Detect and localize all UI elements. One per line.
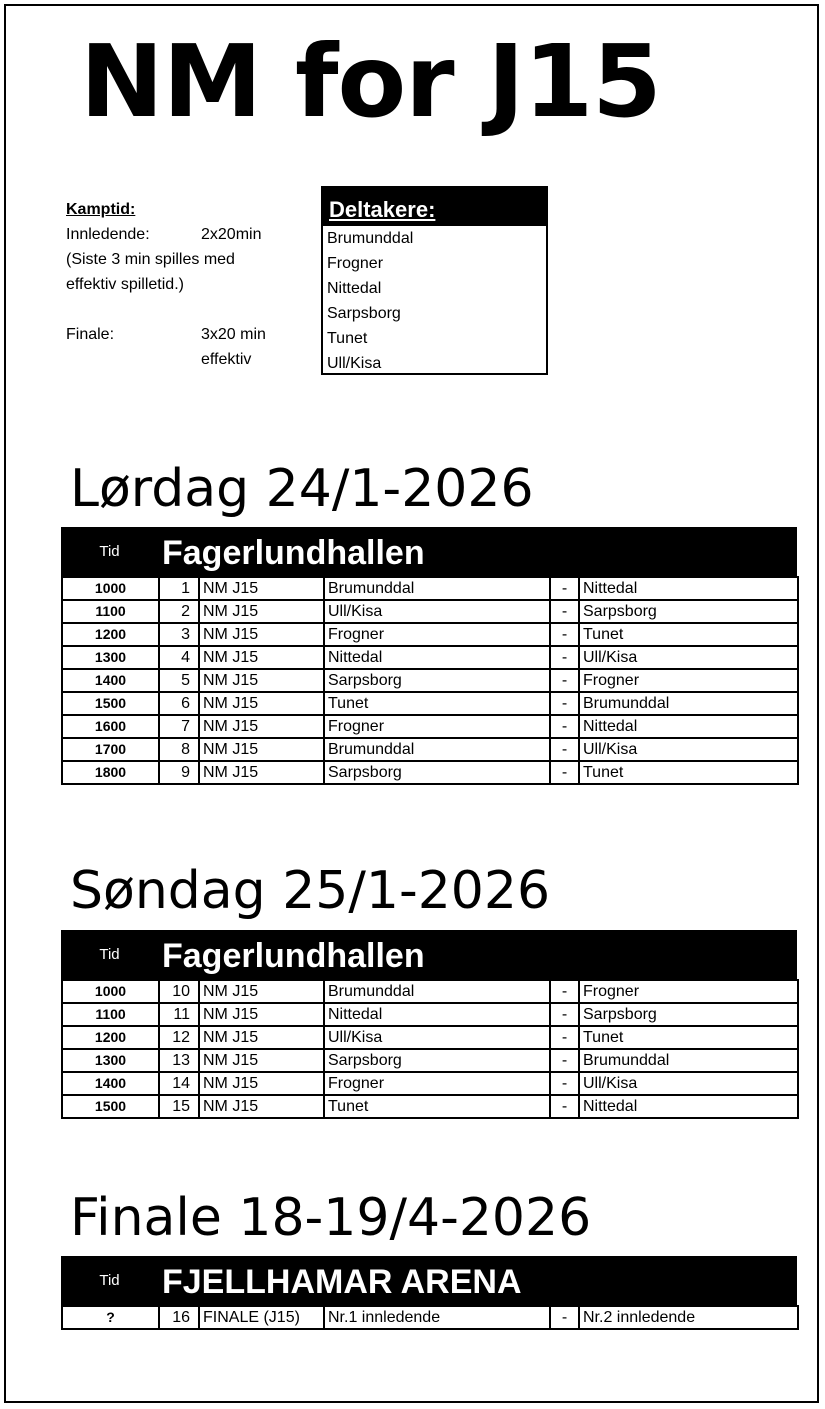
away-team: Tunet xyxy=(579,1026,798,1049)
match-time: 1200 xyxy=(62,623,159,646)
table-row xyxy=(62,623,798,646)
away-team: Brumunddal xyxy=(579,692,798,715)
table-row xyxy=(62,761,798,784)
match-time: 1400 xyxy=(62,1072,159,1095)
match-separator: - xyxy=(550,1306,579,1329)
table-row xyxy=(62,980,798,1003)
participants-heading: Deltakere: xyxy=(323,188,546,226)
away-team: Nittedal xyxy=(579,1095,798,1118)
match-separator: - xyxy=(550,715,579,738)
match-type: NM J15 xyxy=(199,1095,324,1118)
match-time: 1000 xyxy=(62,980,159,1003)
home-team: Ull/Kisa xyxy=(324,600,550,623)
match-number: 9 xyxy=(159,761,199,784)
match-number: 14 xyxy=(159,1072,199,1095)
schedule-saturday xyxy=(61,527,797,785)
match-time: ? xyxy=(62,1306,159,1329)
away-team: Ull/Kisa xyxy=(579,646,798,669)
home-team: Tunet xyxy=(324,1095,550,1118)
finale-value: 3x20 min xyxy=(201,326,266,343)
away-team: Nittedal xyxy=(579,715,798,738)
table-row xyxy=(62,1072,798,1095)
table-row xyxy=(62,692,798,715)
match-type: FINALE (J15) xyxy=(199,1306,324,1329)
match-number: 3 xyxy=(159,623,199,646)
away-team: Tunet xyxy=(579,623,798,646)
match-number: 4 xyxy=(159,646,199,669)
match-separator: - xyxy=(550,692,579,715)
match-type: NM J15 xyxy=(199,600,324,623)
match-separator: - xyxy=(550,600,579,623)
home-team: Sarpsborg xyxy=(324,1049,550,1072)
match-time: 1100 xyxy=(62,600,159,623)
away-team: Ull/Kisa xyxy=(579,1072,798,1095)
match-separator: - xyxy=(550,623,579,646)
match-separator: - xyxy=(550,1026,579,1049)
match-number: 8 xyxy=(159,738,199,761)
home-team: Sarpsborg xyxy=(324,669,550,692)
away-team: Frogner xyxy=(579,980,798,1003)
match-time: 1500 xyxy=(62,692,159,715)
match-time: 1700 xyxy=(62,738,159,761)
away-team: Sarpsborg xyxy=(579,1003,798,1026)
match-number: 16 xyxy=(159,1306,199,1329)
match-time: 1100 xyxy=(62,1003,159,1026)
match-separator: - xyxy=(550,1095,579,1118)
match-number: 10 xyxy=(159,980,199,1003)
table-row xyxy=(62,715,798,738)
match-separator: - xyxy=(550,669,579,692)
away-team: Frogner xyxy=(579,669,798,692)
note-line-2: effektiv spilletid.) xyxy=(66,276,184,293)
participant-team: Nittedal xyxy=(327,280,382,297)
match-number: 13 xyxy=(159,1049,199,1072)
page-title: NM for J15 xyxy=(80,23,661,140)
table-row xyxy=(62,600,798,623)
match-number: 6 xyxy=(159,692,199,715)
venue-header xyxy=(61,1256,797,1305)
match-type: NM J15 xyxy=(199,577,324,600)
table-row xyxy=(62,1306,798,1329)
match-number: 11 xyxy=(159,1003,199,1026)
match-type: NM J15 xyxy=(199,715,324,738)
innledende-row xyxy=(66,222,316,247)
match-time: 1800 xyxy=(62,761,159,784)
match-separator: - xyxy=(550,738,579,761)
match-number: 15 xyxy=(159,1095,199,1118)
away-team: Nr.2 innledende xyxy=(579,1306,798,1329)
participants-box xyxy=(321,186,548,375)
match-time: 1600 xyxy=(62,715,159,738)
match-type: NM J15 xyxy=(199,1026,324,1049)
participant-team: Frogner xyxy=(327,255,384,272)
match-type: NM J15 xyxy=(199,669,324,692)
participant-team: Tunet xyxy=(327,330,368,347)
match-separator: - xyxy=(550,1049,579,1072)
tid-header: Tid xyxy=(99,946,120,963)
match-table xyxy=(61,576,799,785)
match-number: 1 xyxy=(159,577,199,600)
venue-header xyxy=(61,527,797,576)
day-title-final: Finale 18-19/4-2026 xyxy=(70,1188,592,1248)
match-separator: - xyxy=(550,980,579,1003)
home-team: Nittedal xyxy=(324,1003,550,1026)
match-number: 7 xyxy=(159,715,199,738)
match-type: NM J15 xyxy=(199,623,324,646)
match-type: NM J15 xyxy=(199,1003,324,1026)
home-team: Tunet xyxy=(324,692,550,715)
match-separator: - xyxy=(550,761,579,784)
innledende-value: 2x20min xyxy=(201,226,262,243)
match-time: 1000 xyxy=(62,577,159,600)
match-type: NM J15 xyxy=(199,738,324,761)
participant-team: Brumunddal xyxy=(327,230,414,247)
table-row xyxy=(62,669,798,692)
table-row xyxy=(62,1095,798,1118)
finale-label: Finale: xyxy=(66,326,115,343)
home-team: Frogner xyxy=(324,715,550,738)
match-separator: - xyxy=(550,577,579,600)
match-separator: - xyxy=(550,646,579,669)
match-type: NM J15 xyxy=(199,692,324,715)
home-team: Brumunddal xyxy=(324,738,550,761)
match-separator: - xyxy=(550,1003,579,1026)
table-row xyxy=(62,1003,798,1026)
tid-header: Tid xyxy=(99,1272,120,1289)
home-team: Frogner xyxy=(324,623,550,646)
day-title-sunday: Søndag 25/1-2026 xyxy=(70,861,551,921)
tid-header: Tid xyxy=(99,543,120,560)
participant-team: Sarpsborg xyxy=(327,305,401,322)
finale-row-2 xyxy=(66,347,316,372)
home-team: Brumunddal xyxy=(324,577,550,600)
match-time: 1500 xyxy=(62,1095,159,1118)
day-title-saturday: Lørdag 24/1-2026 xyxy=(70,459,534,519)
table-row xyxy=(62,646,798,669)
venue-header xyxy=(61,930,797,979)
home-team: Sarpsborg xyxy=(324,761,550,784)
match-type: NM J15 xyxy=(199,1072,324,1095)
table-row xyxy=(62,1049,798,1072)
finale-row xyxy=(66,322,316,347)
match-number: 12 xyxy=(159,1026,199,1049)
away-team: Ull/Kisa xyxy=(579,738,798,761)
table-row xyxy=(62,738,798,761)
home-team: Brumunddal xyxy=(324,980,550,1003)
home-team: Nr.1 innledende xyxy=(324,1306,550,1329)
home-team: Nittedal xyxy=(324,646,550,669)
venue-name: Fagerlundhallen xyxy=(162,534,425,572)
note-line-1: (Siste 3 min spilles med xyxy=(66,251,235,268)
table-row xyxy=(62,577,798,600)
home-team: Frogner xyxy=(324,1072,550,1095)
venue-name: FJELLHAMAR ARENA xyxy=(162,1263,522,1301)
away-team: Sarpsborg xyxy=(579,600,798,623)
kamptid-label: Kamptid: xyxy=(66,201,136,218)
match-number: 2 xyxy=(159,600,199,623)
match-time: 1300 xyxy=(62,1049,159,1072)
match-number: 5 xyxy=(159,669,199,692)
match-time: 1300 xyxy=(62,646,159,669)
finale-value-2: effektiv xyxy=(201,351,252,368)
match-type: NM J15 xyxy=(199,980,324,1003)
match-type: NM J15 xyxy=(199,646,324,669)
away-team: Tunet xyxy=(579,761,798,784)
schedule-final xyxy=(61,1256,797,1330)
match-time: 1200 xyxy=(62,1026,159,1049)
innledende-label: Innledende: xyxy=(66,226,150,243)
kamptid-info xyxy=(66,198,316,372)
match-table xyxy=(61,979,799,1119)
match-separator: - xyxy=(550,1072,579,1095)
home-team: Ull/Kisa xyxy=(324,1026,550,1049)
match-type: NM J15 xyxy=(199,1049,324,1072)
venue-name: Fagerlundhallen xyxy=(162,937,425,975)
table-row xyxy=(62,1026,798,1049)
away-team: Brumunddal xyxy=(579,1049,798,1072)
match-table xyxy=(61,1305,799,1330)
match-type: NM J15 xyxy=(199,761,324,784)
away-team: Nittedal xyxy=(579,577,798,600)
schedule-sunday xyxy=(61,930,797,1119)
match-time: 1400 xyxy=(62,669,159,692)
participant-team: Ull/Kisa xyxy=(327,355,382,372)
